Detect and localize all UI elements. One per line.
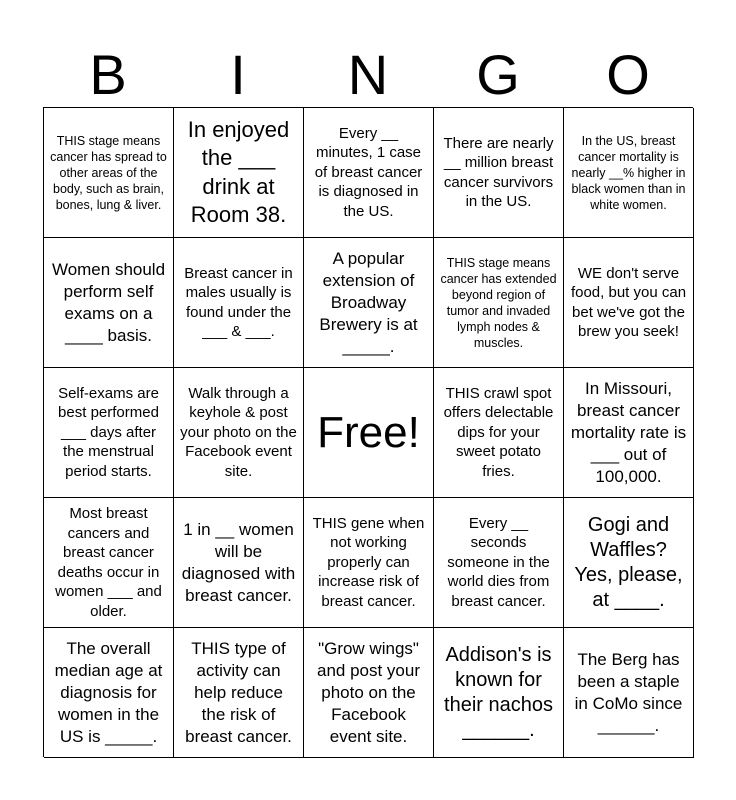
cell-text: Breast cancer in males usually is found under the ___ & ___. (184, 264, 293, 340)
bingo-cell-o2[interactable] (564, 238, 694, 368)
cell-text: Every __ seconds someone in the world dies from breast cancer. (447, 514, 550, 610)
cell-text: "Grow wings" and post your photo on the Facebook event site. (316, 638, 420, 746)
bingo-cell-n2[interactable] (304, 238, 434, 368)
bingo-cell-g2[interactable] (434, 238, 564, 368)
cell-text: THIS type of activity can help reduce the risk of breast cancer. (185, 638, 292, 746)
bingo-cell-i2[interactable] (174, 238, 304, 368)
cell-text: In Missouri, breast cancer mortality rate is ___ out of 100,000. (570, 378, 687, 486)
bingo-header (43, 40, 693, 110)
cell-text: Women should perform self exams on a ____ basis. (51, 259, 166, 345)
header-letter-n: N (347, 43, 389, 106)
cell-text: THIS crawl spot offers delectable dips for your sweet potato fries. (443, 384, 554, 480)
header-letter-g: G (476, 43, 520, 106)
bingo-cell-b4[interactable] (44, 498, 174, 628)
bingo-cell-b5[interactable] (44, 628, 174, 758)
cell-text: THIS stage means cancer has extended beyond region of tumor and invaded lymph nodes & muscles. (440, 255, 557, 350)
cell-text: 1 in __ women will be diagnosed with breast cancer. (181, 519, 296, 605)
bingo-cell-o5[interactable] (564, 628, 694, 758)
bingo-cell-i3[interactable] (174, 368, 304, 498)
cell-text: Self-exams are best performed ___ days after the menstrual period starts. (58, 384, 159, 480)
bingo-cell-g3[interactable] (434, 368, 564, 498)
bingo-cell-b1[interactable] (44, 108, 174, 238)
cell-text: Every __ minutes, 1 case of breast cancer is diagnosed in the US. (314, 124, 423, 220)
bingo-cell-g5[interactable] (434, 628, 564, 758)
cell-text: WE don't serve food, but you can bet we've got the brew you seek! (570, 264, 687, 340)
cell-text: The Berg has been a staple in CoMo since ______. (574, 649, 683, 735)
bingo-cell-g4[interactable] (434, 498, 564, 628)
header-letter-o: O (606, 43, 650, 106)
bingo-cell-b3[interactable] (44, 368, 174, 498)
bingo-cell-o3[interactable] (564, 368, 694, 498)
bingo-cell-n1[interactable] (304, 108, 434, 238)
cell-text: Addison's is known for their nachos ______. (444, 643, 553, 741)
cell-text: In the US, breast cancer mortality is nearly __% higher in black women than in white women. (571, 133, 686, 212)
bingo-cell-i4[interactable] (174, 498, 304, 628)
header-letter-b: B (89, 43, 127, 106)
cell-text: Gogi and Waffles? Yes, please, at ____. (574, 513, 683, 611)
cell-text: There are nearly __ million breast cancer survivors in the US. (443, 134, 554, 210)
bingo-cell-i5[interactable] (174, 628, 304, 758)
bingo-cell-i1[interactable] (174, 108, 304, 238)
cell-text: A popular extension of Broadway Brewery is at _____. (319, 248, 418, 356)
bingo-cell-n4[interactable] (304, 498, 434, 628)
cell-text: THIS gene when not working properly can increase risk of breast cancer. (312, 514, 425, 610)
bingo-cell-o4[interactable] (564, 498, 694, 628)
bingo-cell-n5[interactable] (304, 628, 434, 758)
cell-text: The overall median age at diagnosis for women in the US is _____. (54, 638, 163, 746)
header-letter-i: I (230, 43, 246, 106)
bingo-cell-free[interactable] (304, 368, 434, 498)
cell-text: Walk through a keyhole & post your photo on the Facebook event site. (180, 384, 297, 480)
cell-text: THIS stage means cancer has spread to other areas of the body, such as brain, bones, lung & liver. (50, 133, 167, 212)
cell-text: In enjoyed the ___ drink at Room 38. (187, 116, 290, 227)
free-space-text: Free! (317, 407, 420, 457)
bingo-cell-g1[interactable] (434, 108, 564, 238)
bingo-cell-b2[interactable] (44, 238, 174, 368)
bingo-grid (43, 107, 693, 757)
cell-text: Most breast cancers and breast cancer deaths occur in women ___ and older. (55, 505, 162, 620)
bingo-cell-o1[interactable] (564, 108, 694, 238)
